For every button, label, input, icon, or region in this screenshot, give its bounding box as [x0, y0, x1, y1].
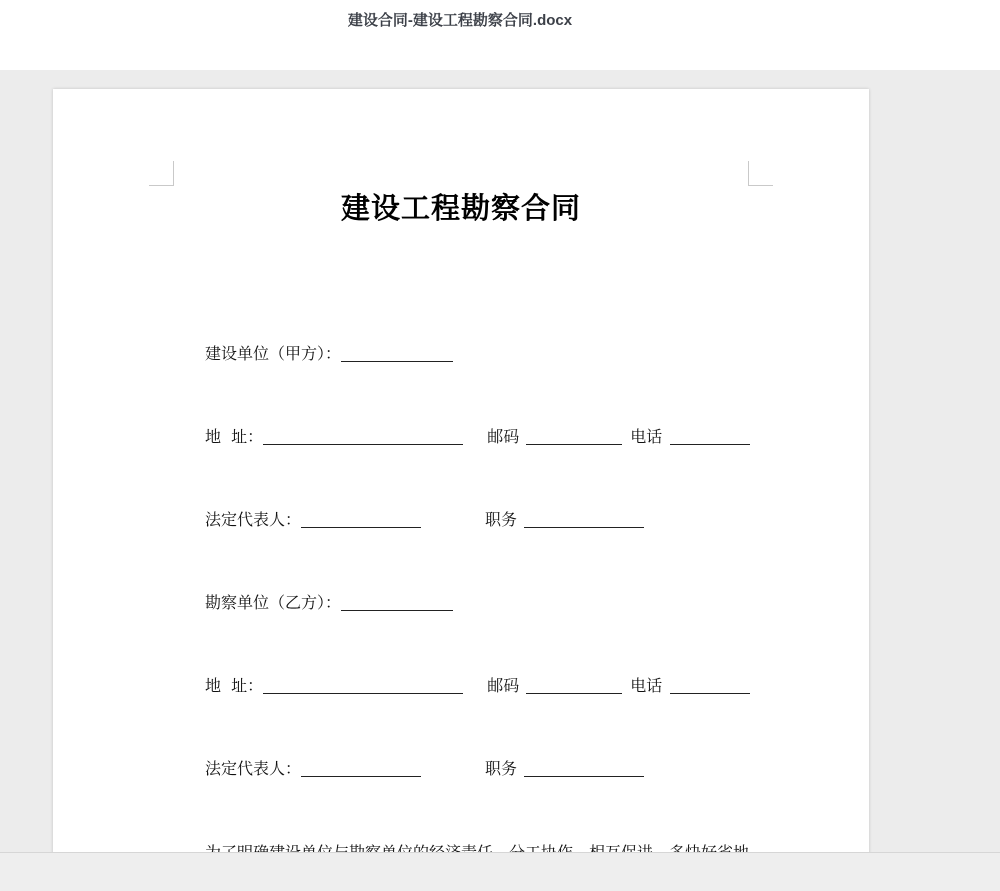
document-filename: 建设合同-建设工程勘察合同.docx [347, 12, 573, 29]
party-a-title-label: 职务 [485, 510, 518, 529]
party-a-postcode-blank [526, 443, 622, 445]
party-a-phone-label: 电话 [630, 427, 663, 446]
party-a-postcode-label: 邮码 [487, 427, 520, 446]
party-a-unit-blank [341, 360, 453, 362]
party-b-title-label: 职务 [485, 759, 518, 778]
party-b-rep-blank [301, 775, 421, 777]
party-b-phone-blank [670, 692, 750, 694]
party-b-rep-label: 法定代表人： [205, 759, 302, 778]
party-b-address-line [205, 674, 750, 698]
party-a-rep-line [205, 508, 644, 532]
contract-heading: 建设工程勘察合同 [340, 191, 581, 225]
status-bar [0, 852, 1000, 891]
party-a-address-line [205, 425, 750, 449]
party-b-postcode-label: 邮码 [487, 676, 520, 695]
party-b-unit-line [205, 591, 453, 615]
party-a-rep-blank [301, 526, 421, 528]
party-a-unit-line [205, 342, 453, 366]
party-b-phone-label: 电话 [630, 676, 663, 695]
party-a-rep-label: 法定代表人： [205, 510, 302, 529]
party-a-title-blank [524, 526, 644, 528]
party-b-rep-line [205, 757, 644, 781]
party-b-unit-blank [341, 609, 453, 611]
party-a-phone-blank [670, 443, 750, 445]
margin-corner-right [748, 161, 773, 186]
party-a-address-blank [263, 443, 463, 445]
document-page [53, 89, 869, 889]
party-b-address-label: 地 址： [205, 676, 264, 695]
party-a-address-label: 地 址： [205, 427, 264, 446]
party-b-postcode-blank [526, 692, 622, 694]
party-a-unit-label: 建设单位（甲方）： [205, 344, 342, 363]
title-bar [0, 0, 1000, 70]
party-b-unit-label: 勘察单位（乙方）： [205, 593, 342, 612]
party-b-address-blank [263, 692, 463, 694]
margin-corner-left [149, 161, 174, 186]
document-viewer[interactable] [0, 70, 1000, 852]
party-b-title-blank [524, 775, 644, 777]
